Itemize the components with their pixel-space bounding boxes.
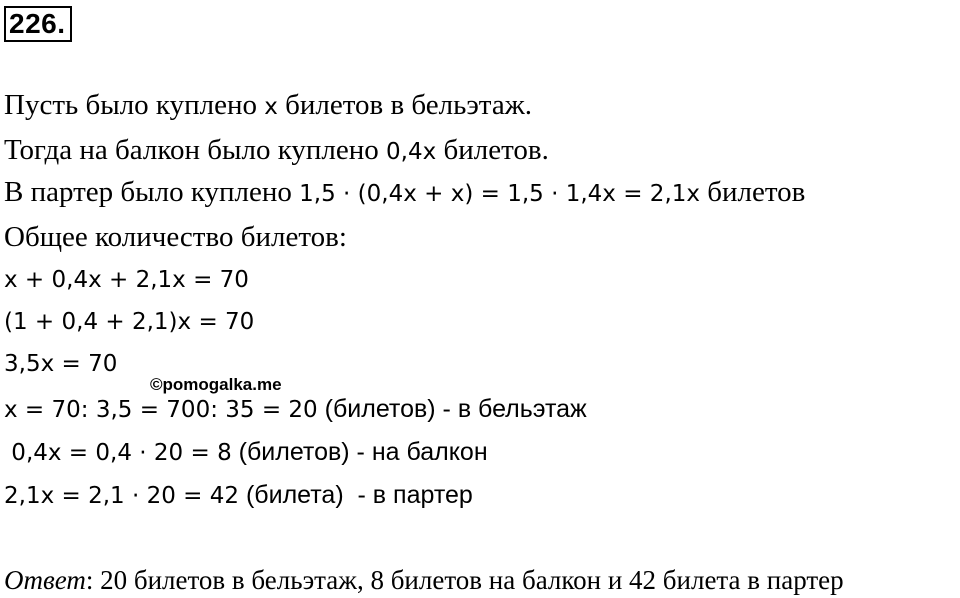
answer-label: Ответ <box>4 565 86 595</box>
statement-line-2 <box>4 133 549 169</box>
equation-note: (билетов) - на балкон <box>231 438 488 466</box>
equation-line-4 <box>4 392 587 427</box>
math-expression: x + 0,4x + 2,1x = 70 <box>4 267 249 293</box>
watermark: ©pomogalka.me <box>150 375 282 394</box>
answer-text: : 20 билетов в бельэтаж, 8 билетов на балкон и 42 билета в партер <box>85 565 844 595</box>
statement-text: Общее количество билетов: <box>4 221 347 253</box>
statement-line-1 <box>4 88 532 124</box>
equation-line-5 <box>4 435 488 470</box>
equation-note: (билетов) - в бельэтаж <box>317 395 587 423</box>
equation-line-3 <box>4 347 117 381</box>
statement-line-3 <box>4 175 805 211</box>
statement-text: билетов <box>700 176 806 208</box>
statement-text: билетов в бельэтаж. <box>277 89 532 121</box>
math-expression: 3,5x = 70 <box>4 351 118 377</box>
math-expression: 0,4x <box>386 139 437 165</box>
equation-line-1 <box>4 263 249 297</box>
statement-text: билетов. <box>436 134 549 166</box>
math-expression: 2,1x = 2,1 · 20 = 42 <box>4 483 240 509</box>
statement-line-4 <box>4 220 347 254</box>
answer-line <box>4 563 844 597</box>
statement-text: Пусть было куплено <box>4 89 265 121</box>
math-expression: x = 70: 3,5 = 700: 35 = 20 <box>4 397 318 423</box>
math-expression: (1 + 0,4 + 2,1)x = 70 <box>4 309 255 335</box>
statement-text: В партер было куплено <box>4 176 300 208</box>
math-expression: 0,4x = 0,4 · 20 = 8 <box>4 440 232 466</box>
problem-number: 226. <box>4 6 72 42</box>
equation-line-6 <box>4 478 473 513</box>
math-expression: 1,5 · (0,4x + x) = 1,5 · 1,4x = 2,1x <box>299 181 700 207</box>
statement-text: Тогда на балкон было куплено <box>4 134 387 166</box>
equation-line-2 <box>4 305 254 339</box>
equation-note: (билета) - в партер <box>239 481 473 509</box>
math-expression: x <box>264 94 278 120</box>
